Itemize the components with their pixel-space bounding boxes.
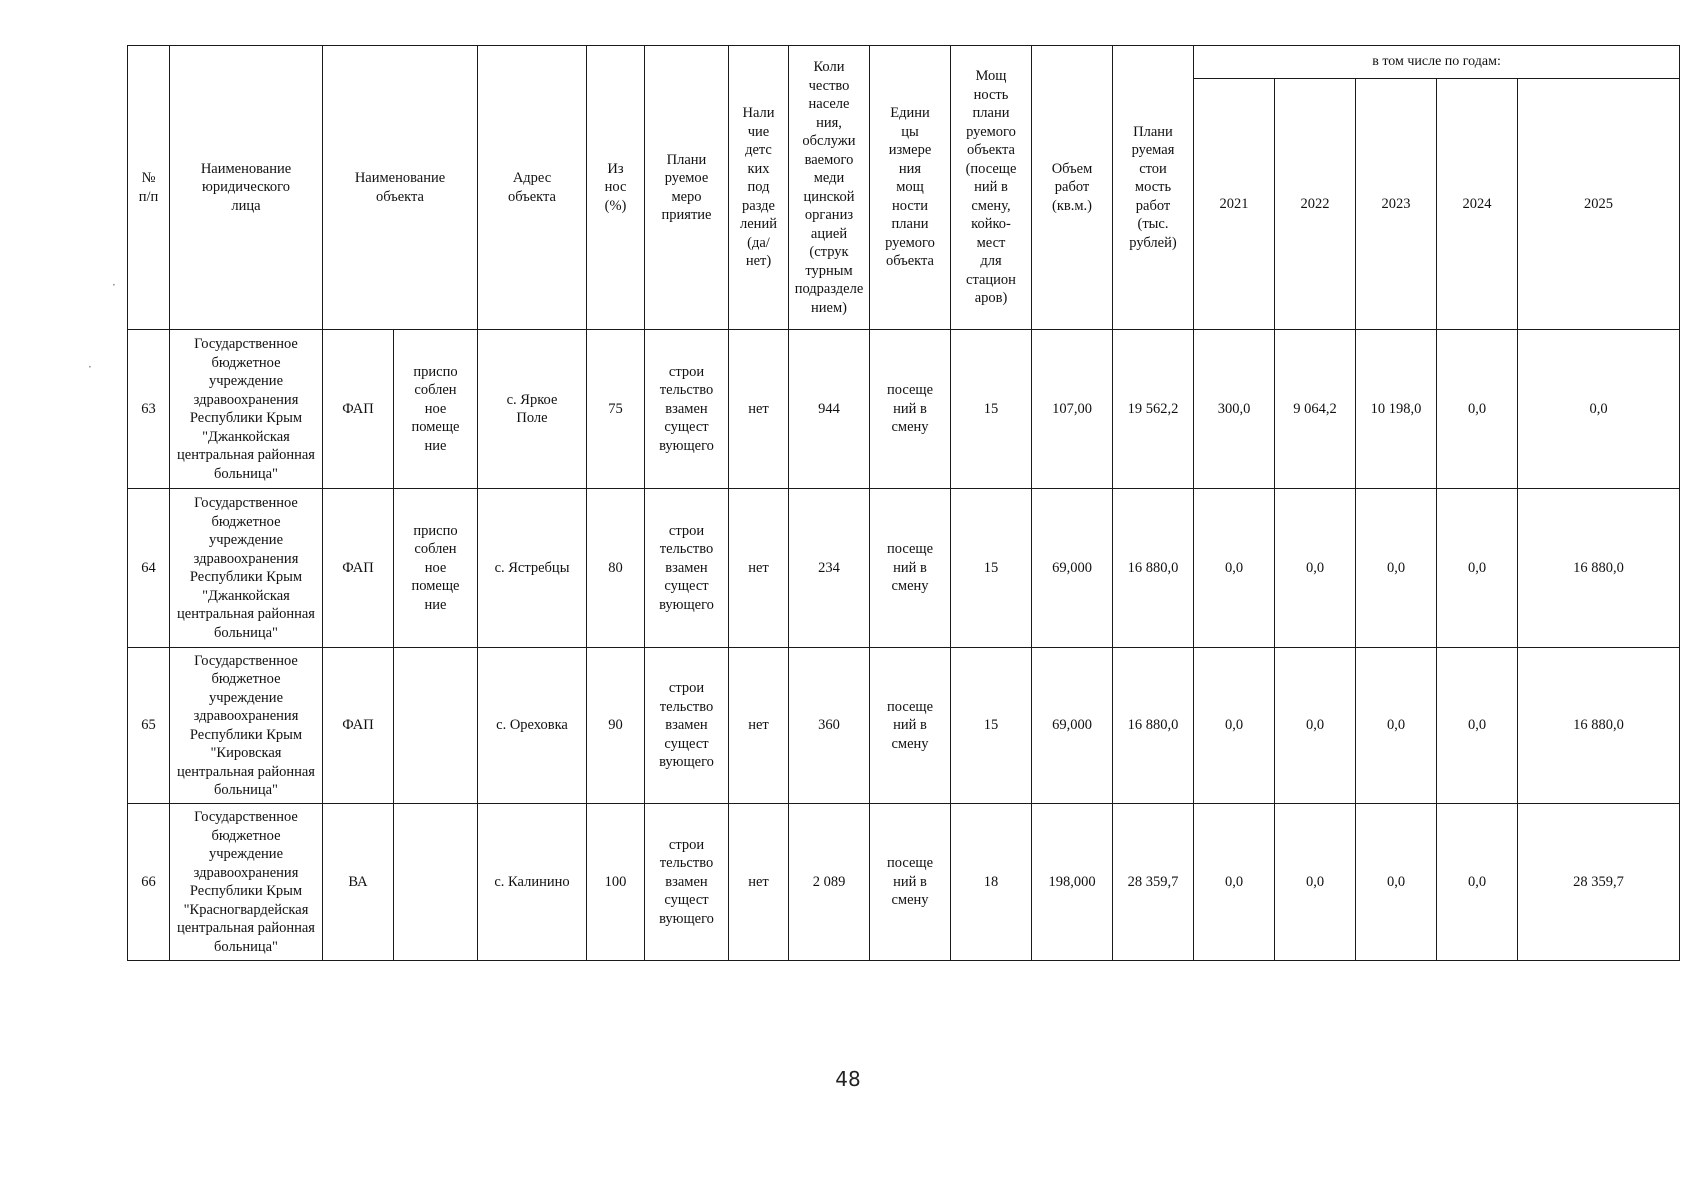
row-legal-entity: Государственное бюджетное учреждение здравоохранения Республики Крым "Джанкойская центральная районная больница" (170, 489, 323, 648)
row-legal-entity: Государственное бюджетное учреждение здравоохранения Республики Крым "Кировская центральная районная больница" (170, 648, 323, 804)
row-year-2021: 0,0 (1194, 648, 1275, 804)
header-cost: Плани руемая стои мость работ (тыс. рублей) (1113, 46, 1194, 330)
row-year-2025: 28 359,7 (1518, 804, 1680, 961)
row-wear: 75 (587, 330, 645, 489)
row-year-2022: 0,0 (1275, 489, 1356, 648)
row-object-note (394, 804, 478, 961)
row-children: нет (729, 648, 789, 804)
row-year-2024: 0,0 (1437, 804, 1518, 961)
row-units: посеще ний в смену (870, 804, 951, 961)
row-address: с. Яркое Поле (478, 330, 587, 489)
row-wear: 100 (587, 804, 645, 961)
row-object-type: ФАП (323, 330, 394, 489)
table-row (128, 489, 1680, 648)
row-measure: строи тельство взамен сущест вующего (645, 648, 729, 804)
row-volume: 69,000 (1032, 648, 1113, 804)
row-measure: строи тельство взамен сущест вующего (645, 804, 729, 961)
row-cost: 28 359,7 (1113, 804, 1194, 961)
row-measure: строи тельство взамен сущест вующего (645, 330, 729, 489)
row-address: с. Ястребцы (478, 489, 587, 648)
row-no: 66 (128, 804, 170, 961)
row-no: 65 (128, 648, 170, 804)
row-wear: 90 (587, 648, 645, 804)
row-capacity: 15 (951, 648, 1032, 804)
row-year-2025: 0,0 (1518, 330, 1680, 489)
header-population: Коли чество населе ния, обслужи ваемого меди цинской организ ацией (струк турным подразделе нием) (789, 46, 870, 330)
header-object-name: Наименование объекта (323, 46, 478, 330)
row-year-2024: 0,0 (1437, 330, 1518, 489)
row-cost: 19 562,2 (1113, 330, 1194, 489)
header-year-2022: 2022 (1275, 79, 1356, 330)
row-measure: строи тельство взамен сущест вующего (645, 489, 729, 648)
row-children: нет (729, 330, 789, 489)
row-population: 234 (789, 489, 870, 648)
row-units: посеще ний в смену (870, 330, 951, 489)
header-legal-entity: Наименование юридического лица (170, 46, 323, 330)
row-no: 64 (128, 489, 170, 648)
investment-table (127, 45, 1680, 961)
row-year-2022: 0,0 (1275, 648, 1356, 804)
row-year-2023: 0,0 (1356, 648, 1437, 804)
row-cost: 16 880,0 (1113, 648, 1194, 804)
row-year-2023: 10 198,0 (1356, 330, 1437, 489)
header-year-2025: 2025 (1518, 79, 1680, 330)
row-children: нет (729, 804, 789, 961)
header-year-2021: 2021 (1194, 79, 1275, 330)
row-object-note: приспо соблен ное помеще ние (394, 330, 478, 489)
row-object-type: ВА (323, 804, 394, 961)
row-units: посеще ний в смену (870, 648, 951, 804)
header-year-2024: 2024 (1437, 79, 1518, 330)
row-capacity: 15 (951, 330, 1032, 489)
row-cost: 16 880,0 (1113, 489, 1194, 648)
row-year-2024: 0,0 (1437, 648, 1518, 804)
row-year-2021: 300,0 (1194, 330, 1275, 489)
row-object-type: ФАП (323, 648, 394, 804)
row-year-2022: 0,0 (1275, 804, 1356, 961)
row-volume: 107,00 (1032, 330, 1113, 489)
header-no: № п/п (128, 46, 170, 330)
row-legal-entity: Государственное бюджетное учреждение здравоохранения Республики Крым "Красногвардейская центральная районная больница" (170, 804, 323, 961)
row-capacity: 15 (951, 489, 1032, 648)
header-volume: Объем работ (кв.м.) (1032, 46, 1113, 330)
header-children-units: Нали чие детс ких под разде лений (да/ нет) (729, 46, 789, 330)
row-year-2023: 0,0 (1356, 804, 1437, 961)
header-planned-measure: Плани руемое меро приятие (645, 46, 729, 330)
row-year-2021: 0,0 (1194, 489, 1275, 648)
row-year-2025: 16 880,0 (1518, 489, 1680, 648)
scan-artifact: · (112, 278, 116, 292)
row-address: с. Калинино (478, 804, 587, 961)
row-object-note: приспо соблен ное помеще ние (394, 489, 478, 648)
header-wear: Из нос (%) (587, 46, 645, 330)
header-row (128, 46, 1680, 79)
table-row (128, 330, 1680, 489)
row-population: 2 089 (789, 804, 870, 961)
row-units: посеще ний в смену (870, 489, 951, 648)
row-object-type: ФАП (323, 489, 394, 648)
page-number: 48 (835, 1067, 861, 1091)
row-children: нет (729, 489, 789, 648)
header-units: Едини цы измере ния мощ ности плани руемого объекта (870, 46, 951, 330)
row-volume: 198,000 (1032, 804, 1113, 961)
row-population: 944 (789, 330, 870, 489)
document-sheet (127, 45, 1680, 961)
row-year-2025: 16 880,0 (1518, 648, 1680, 804)
table-row (128, 804, 1680, 961)
row-year-2023: 0,0 (1356, 489, 1437, 648)
row-year-2024: 0,0 (1437, 489, 1518, 648)
row-capacity: 18 (951, 804, 1032, 961)
scan-artifact: · (88, 360, 92, 374)
row-wear: 80 (587, 489, 645, 648)
row-object-note (394, 648, 478, 804)
row-volume: 69,000 (1032, 489, 1113, 648)
row-legal-entity: Государственное бюджетное учреждение здравоохранения Республики Крым "Джанкойская центральная районная больница" (170, 330, 323, 489)
row-year-2021: 0,0 (1194, 804, 1275, 961)
row-population: 360 (789, 648, 870, 804)
table-row (128, 648, 1680, 804)
header-by-years: в том числе по годам: (1194, 46, 1680, 79)
row-year-2022: 9 064,2 (1275, 330, 1356, 489)
header-capacity: Мощ ность плани руемого объекта (посеще ний в смену, койко- мест для стацион аров) (951, 46, 1032, 330)
row-no: 63 (128, 330, 170, 489)
header-address: Адрес объекта (478, 46, 587, 330)
row-address: с. Ореховка (478, 648, 587, 804)
header-year-2023: 2023 (1356, 79, 1437, 330)
